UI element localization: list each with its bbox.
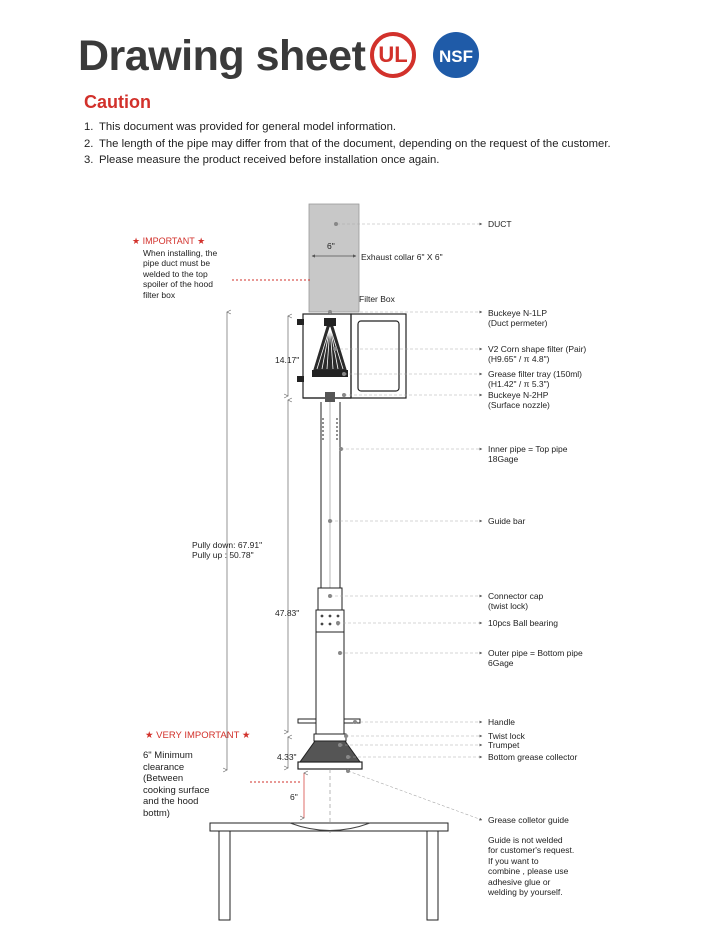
note-number: 3. bbox=[84, 154, 94, 166]
grease-tray-label: Grease filter tray (150ml) (H1.42" / π 5.3") bbox=[488, 369, 582, 390]
duct-width-label: 6" bbox=[327, 241, 335, 251]
inner-pipe-label: Inner pipe = Top pipe 18Gage bbox=[488, 444, 568, 465]
bottom-collector-label: Bottom grease collector bbox=[488, 752, 578, 762]
dimension-lines bbox=[227, 312, 304, 818]
exhaust-collar-label: Exhaust collar 6" X 6" bbox=[361, 252, 443, 262]
ball-bearing-ring bbox=[316, 610, 344, 632]
twist-lock bbox=[314, 734, 346, 741]
twist-lock-label: Twist lock bbox=[488, 731, 525, 741]
side-bracket bbox=[297, 376, 304, 382]
important-note: When installing, the pipe duct must be welded to the top spoiler of the hood filter box bbox=[143, 248, 218, 300]
trumpet-label: Trumpet bbox=[488, 740, 520, 750]
handle-label: Handle bbox=[488, 717, 515, 727]
filter-height-label: 14.17" bbox=[275, 355, 300, 365]
handle bbox=[298, 719, 360, 723]
filter-box-label: Filter Box bbox=[359, 294, 395, 304]
clearance-note: 6" Minimum clearance (Between cooking surface and the hood bottm) bbox=[143, 750, 210, 819]
ball-bearing-label: 10pcs Ball bearing bbox=[488, 618, 558, 628]
buckeye-n2hp-label: Buckeye N-2HP (Surface nozzle) bbox=[488, 390, 550, 411]
nsf-logo-text: NSF bbox=[439, 47, 473, 66]
buckeye-n1lp-label: Buckeye N-1LP (Duct permeter) bbox=[488, 308, 548, 329]
cooking-table bbox=[210, 823, 448, 920]
trumpet bbox=[300, 741, 360, 762]
duct-label: DUCT bbox=[488, 219, 512, 229]
caution-heading: Caution bbox=[84, 92, 151, 112]
nozzle bbox=[325, 392, 335, 402]
page-title: Drawing sheet bbox=[78, 32, 366, 80]
pully-label: Pully down: 67.91" Pully up : 50.78" bbox=[192, 540, 263, 561]
note-text: The length of the pipe may differ from that of the document, depending on the request of the customer. bbox=[99, 137, 611, 150]
inner-pipe bbox=[321, 402, 340, 600]
connector-cap bbox=[318, 588, 342, 610]
note-text: This document was provided for general model information. bbox=[99, 121, 397, 133]
bottom-height-label: 4.33" bbox=[277, 752, 297, 762]
guide-note: Guide is not welded for customer's request. If you want to combine , please use adhesive glue or welding by yourself. bbox=[488, 835, 575, 898]
guide-bar-label: Guide bar bbox=[488, 516, 526, 526]
very-important-heading: ★ VERY IMPORTANT ★ bbox=[145, 730, 251, 741]
connector-cap-label: Connector cap (twist lock) bbox=[488, 591, 544, 612]
collector-guide-label: Grease colletor guide bbox=[488, 815, 569, 825]
clearance-label: 6" bbox=[290, 792, 298, 802]
note-number: 2. bbox=[84, 137, 94, 150]
note-text: Please measure the product received before installation once again. bbox=[99, 154, 440, 166]
important-heading: ★ IMPORTANT ★ bbox=[132, 236, 206, 246]
ul-logo-text: UL bbox=[378, 42, 408, 67]
v2-filter-label: V2 Corn shape filter (Pair) (H9.65" / π 4.8") bbox=[488, 344, 587, 365]
bottom-grease-collector bbox=[298, 762, 362, 769]
duct bbox=[309, 204, 359, 312]
outer-pipe-label: Outer pipe = Bottom pipe 6Gage bbox=[488, 648, 583, 669]
note-number: 1. bbox=[84, 121, 94, 133]
outer-pipe bbox=[316, 632, 344, 735]
corn-filter bbox=[312, 318, 348, 377]
leader-lines bbox=[330, 224, 482, 820]
side-bracket bbox=[297, 319, 304, 325]
pipe-length-label: 47.83" bbox=[275, 608, 300, 618]
